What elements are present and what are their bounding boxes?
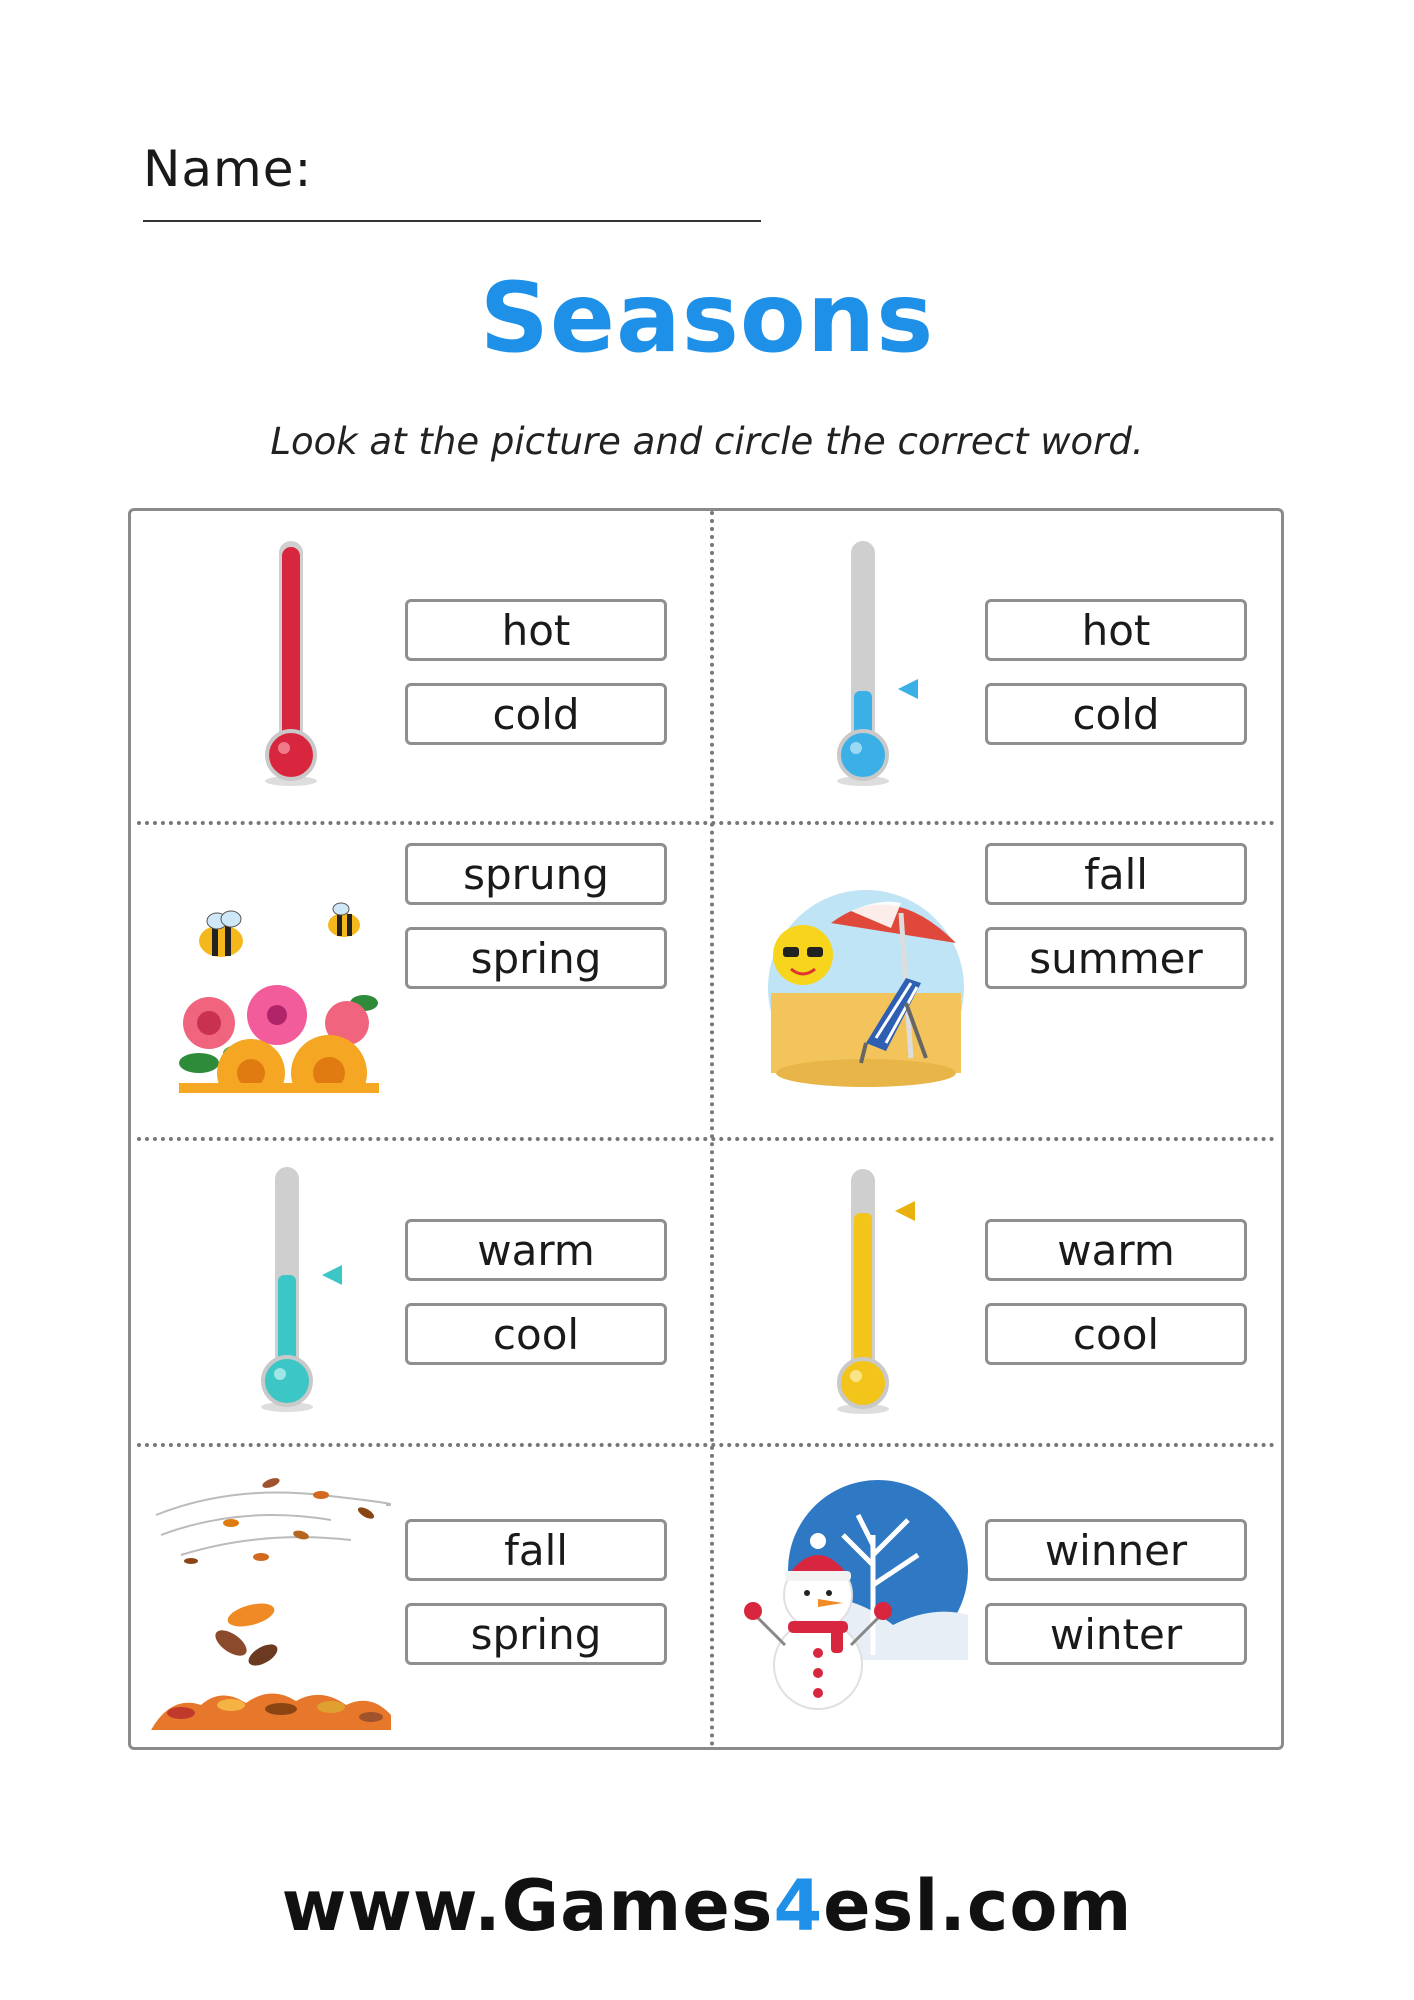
option-hot[interactable]: hot: [405, 599, 667, 661]
option-sprung[interactable]: sprung: [405, 843, 667, 905]
winter-snowman-icon: [743, 1475, 983, 1715]
name-row: [143, 140, 763, 222]
instructions: Look at the picture and circle the correct word.: [270, 420, 1144, 463]
option-winter[interactable]: winter: [985, 1603, 1247, 1665]
option-fall[interactable]: fall: [405, 1519, 667, 1581]
option-cold[interactable]: cold: [985, 683, 1247, 745]
thermometer-hot-icon: [251, 541, 331, 791]
footer-url[interactable]: [0, 1865, 1414, 1947]
thermometer-warm-icon: [823, 1169, 933, 1419]
option-hot[interactable]: hot: [985, 599, 1247, 661]
fall-leaves-icon: [151, 1465, 391, 1735]
option-fall[interactable]: fall: [985, 843, 1247, 905]
question-cell-2: [711, 511, 1287, 819]
footer-url-prefix: www.Games: [281, 1865, 774, 1947]
footer-url-accent: 4: [773, 1865, 824, 1947]
page-title: Seasons: [479, 262, 935, 374]
footer-url-suffix: esl.com: [823, 1865, 1133, 1947]
name-write-line[interactable]: [143, 220, 761, 222]
option-spring[interactable]: spring: [405, 1603, 667, 1665]
thermometer-cold-icon: [823, 541, 933, 791]
option-spring[interactable]: spring: [405, 927, 667, 989]
question-cell-3: [131, 823, 707, 1131]
option-winner[interactable]: winner: [985, 1519, 1247, 1581]
option-warm[interactable]: warm: [405, 1219, 667, 1281]
question-cell-6: [711, 1139, 1287, 1447]
option-cool[interactable]: cool: [405, 1303, 667, 1365]
option-cool[interactable]: cool: [985, 1303, 1247, 1365]
option-warm[interactable]: warm: [985, 1219, 1247, 1281]
question-cell-4: [711, 823, 1287, 1131]
question-cell-1: [131, 511, 707, 819]
option-summer[interactable]: summer: [985, 927, 1247, 989]
option-cold[interactable]: cold: [405, 683, 667, 745]
question-cell-5: [131, 1139, 707, 1447]
spring-flowers-bees-icon: [179, 893, 379, 1093]
question-cell-7: [131, 1445, 707, 1753]
summer-beach-icon: [761, 883, 971, 1093]
worksheet-grid: [128, 508, 1284, 1750]
thermometer-cool-icon: [247, 1167, 357, 1417]
name-label: Name:: [143, 140, 313, 198]
question-cell-8: [711, 1445, 1287, 1753]
